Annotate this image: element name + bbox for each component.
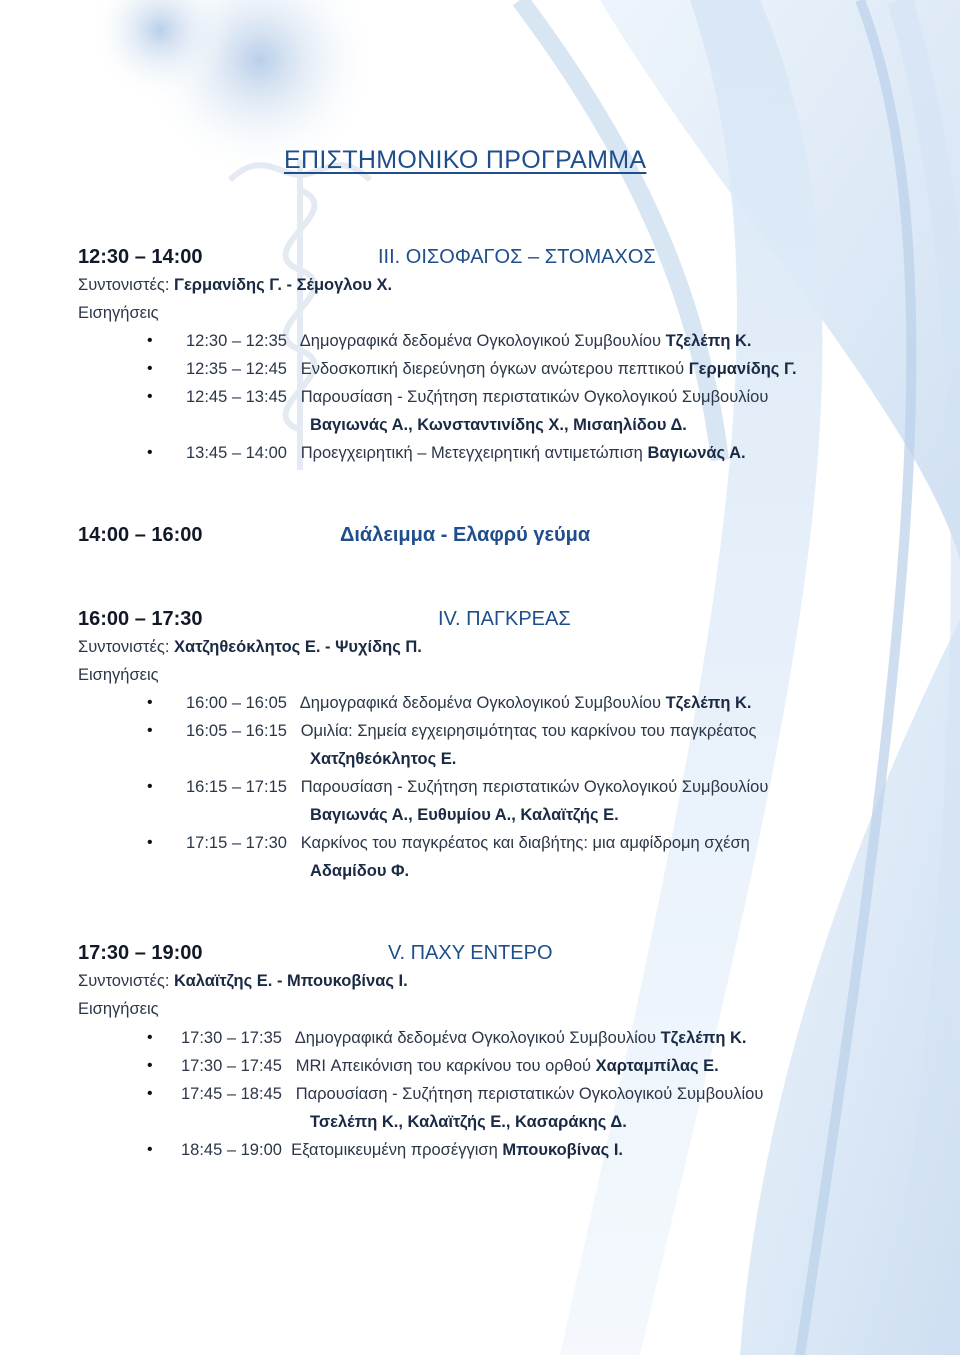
break-time: 14:00 – 16:00 xyxy=(78,524,203,546)
item-time: 17:15 – 17:30 xyxy=(186,834,287,852)
speakers-label: Εισηγήσεις xyxy=(78,1000,159,1018)
list-item xyxy=(186,722,757,741)
list-item xyxy=(186,834,750,853)
bullet-icon: • xyxy=(147,1029,153,1046)
item-time: 13:45 – 14:00 xyxy=(186,444,287,462)
item-time: 16:15 – 17:15 xyxy=(186,778,287,796)
session-time: 16:00 – 17:30 xyxy=(78,608,203,630)
item-time: 16:00 – 16:05 xyxy=(186,694,287,712)
item-time: 16:05 – 16:15 xyxy=(186,722,287,740)
item-time: 12:35 – 12:45 xyxy=(186,360,287,378)
bullet-icon: • xyxy=(147,360,153,377)
item-speaker: Χαρταμπίλας Ε. xyxy=(595,1057,719,1075)
item-text: Ομιλία: Σημεία εγχειρησιμότητας του καρκίνου του παγκρέατος xyxy=(300,722,757,740)
item-time: 18:45 – 19:00 xyxy=(181,1141,282,1159)
coordinators-line xyxy=(78,972,408,991)
list-item xyxy=(186,444,746,463)
item-speaker-line xyxy=(310,1113,627,1132)
list-item xyxy=(186,694,752,713)
session-heading: V. ΠΑΧΥ ΕΝΤΕΡΟ xyxy=(388,942,553,964)
bullet-icon: • xyxy=(147,1057,153,1074)
coordinators-names: Χατζηθεόκλητος Ε. - Ψυχίδης Π. xyxy=(174,638,422,656)
item-speaker: Τζελέπη Κ. xyxy=(665,694,752,712)
item-speaker: Μπουκοβίνας Ι. xyxy=(502,1141,623,1159)
item-text: Δημογραφικά δεδομένα Ογκολογικού Συμβουλίου xyxy=(294,1029,656,1047)
item-speaker: Βαγιωνάς Α. xyxy=(647,444,746,462)
list-item xyxy=(186,778,768,797)
item-text: Δημογραφικά δεδομένα Ογκολογικού Συμβουλίου xyxy=(299,694,661,712)
item-text: Παρουσίαση - Συζήτηση περιστατικών Ογκολογικού Συμβουλίου xyxy=(295,1085,764,1103)
session-heading: IV. ΠΑΓΚΡΕΑΣ xyxy=(438,608,571,630)
item-time: 17:45 – 18:45 xyxy=(181,1085,282,1103)
item-speaker: Βαγιωνάς Α., Ευθυμίου Α., Καλαϊτζής Ε. xyxy=(310,806,619,824)
coordinators-line xyxy=(78,276,392,295)
item-speaker-line xyxy=(310,862,409,881)
coordinators-label: Συντονιστές: xyxy=(78,276,170,294)
bullet-icon: • xyxy=(147,332,153,349)
list-item xyxy=(186,360,797,379)
item-time: 17:30 – 17:35 xyxy=(181,1029,282,1047)
item-time: 12:30 – 12:35 xyxy=(186,332,287,350)
item-text: Δημογραφικά δεδομένα Ογκολογικού Συμβουλίου xyxy=(299,332,661,350)
bullet-icon: • xyxy=(147,444,153,461)
item-speaker-line xyxy=(310,806,619,825)
bullet-icon: • xyxy=(147,722,153,739)
bullet-icon: • xyxy=(147,834,153,851)
item-text: Καρκίνος του παγκρέατος και διαβήτης: μια αμφίδρομη σχέση xyxy=(300,834,750,852)
list-item xyxy=(181,1141,623,1160)
item-text: Ενδοσκοπική διερεύνηση όγκων ανώτερου πεπτικού xyxy=(300,360,685,378)
item-text: Παρουσίαση - Συζήτηση περιστατικών Ογκολογικού Συμβουλίου xyxy=(300,778,769,796)
session-time: 17:30 – 19:00 xyxy=(78,942,203,964)
item-text: Εξατομικευμένη προσέγγιση xyxy=(291,1141,498,1159)
list-item xyxy=(181,1085,763,1104)
bullet-icon: • xyxy=(147,1141,153,1158)
item-speaker: Γερμανίδης Γ. xyxy=(688,360,797,378)
bullet-icon: • xyxy=(147,1085,153,1102)
item-speaker: Τσελέπη Κ., Καλαϊτζής Ε., Κασαράκης Δ. xyxy=(310,1113,627,1131)
item-speaker: Βαγιωνάς Α., Κωνσταντινίδης Χ., Μισαηλίδου Δ. xyxy=(310,416,687,434)
list-item xyxy=(181,1029,747,1048)
item-speaker-line xyxy=(310,750,456,769)
item-speaker: Τζελέπη Κ. xyxy=(665,332,752,350)
item-speaker: Τζελέπη Κ. xyxy=(660,1029,747,1047)
coordinators-line xyxy=(78,638,422,657)
item-speaker: Χατζηθεόκλητος Ε. xyxy=(310,750,457,768)
item-text: MRI Απεικόνιση του καρκίνου του ορθού xyxy=(295,1057,592,1075)
bullet-icon: • xyxy=(147,778,153,795)
list-item xyxy=(181,1057,719,1076)
page-title: ΕΠΙΣΤΗΜΟΝΙΚΟ ΠΡΟΓΡΑΜΜΑ xyxy=(284,146,647,174)
item-time: 17:30 – 17:45 xyxy=(181,1057,282,1075)
item-speaker: Αδαμίδου Φ. xyxy=(310,862,410,880)
list-item xyxy=(186,332,752,351)
speakers-label: Εισηγήσεις xyxy=(78,666,159,684)
session-time: 12:30 – 14:00 xyxy=(78,246,203,268)
coordinators-label: Συντονιστές: xyxy=(78,972,170,990)
item-text: Παρουσίαση - Συζήτηση περιστατικών Ογκολογικού Συμβουλίου xyxy=(300,388,769,406)
item-text: Προεγχειρητική – Μετεγχειρητική αντιμετώπιση xyxy=(300,444,643,462)
item-time: 12:45 – 13:45 xyxy=(186,388,287,406)
speakers-label: Εισηγήσεις xyxy=(78,304,159,322)
coordinators-names: Γερμανίδης Γ. - Σέμογλου Χ. xyxy=(174,276,393,294)
coordinators-names: Καλαϊτζης Ε. - Μπουκοβίνας Ι. xyxy=(174,972,408,990)
break-label: Διάλειμμα - Ελαφρύ γεύμα xyxy=(340,524,591,546)
session-heading: ΙΙΙ. ΟΙΣΟΦΑΓΟΣ – ΣΤΟΜΑΧΟΣ xyxy=(378,246,656,268)
item-speaker-line xyxy=(310,416,687,435)
coordinators-label: Συντονιστές: xyxy=(78,638,170,656)
list-item xyxy=(186,388,768,407)
bullet-icon: • xyxy=(147,694,153,711)
bullet-icon: • xyxy=(147,388,153,405)
